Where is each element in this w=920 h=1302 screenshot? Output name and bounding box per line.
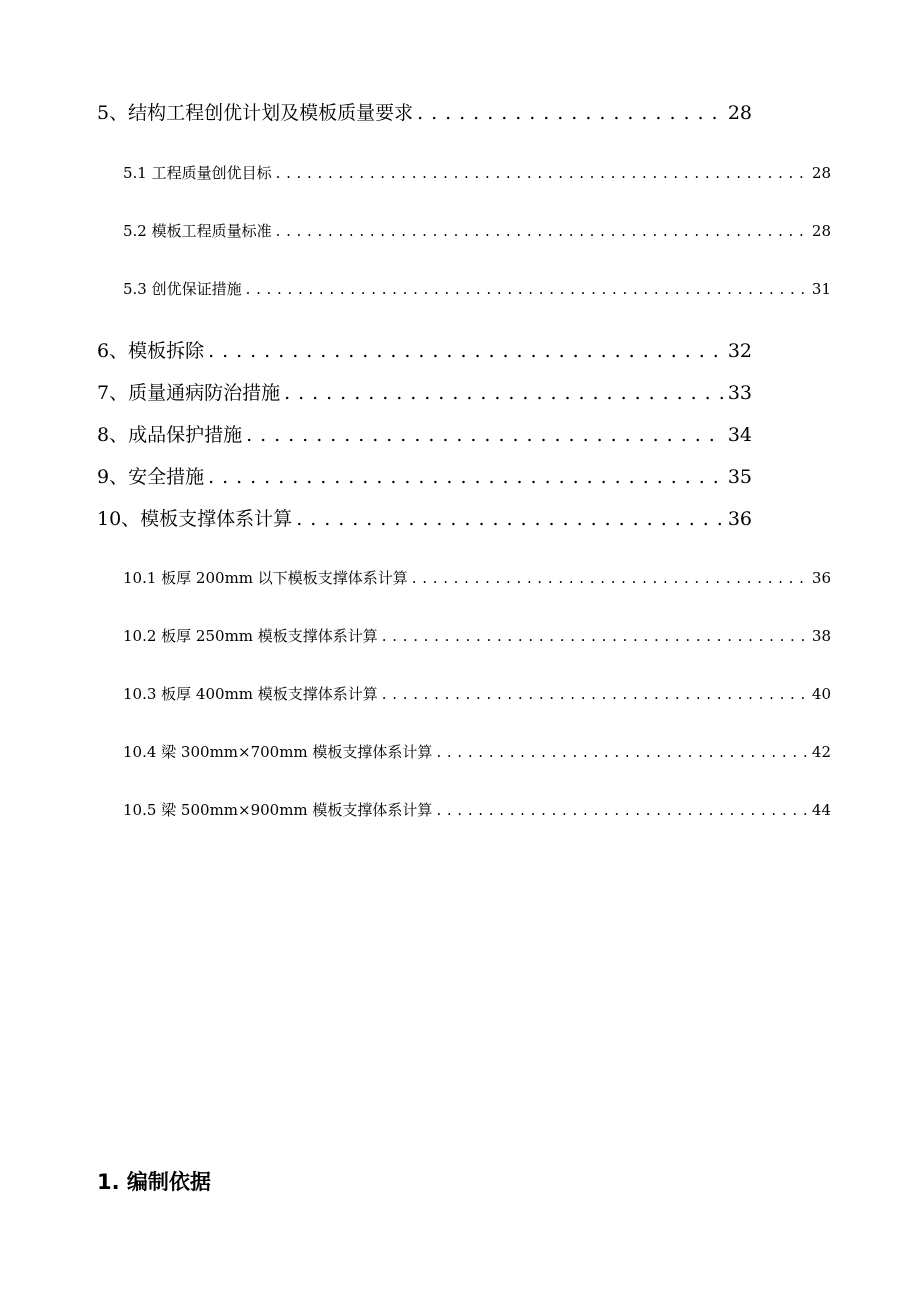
section-heading: 1. 编制依据 (97, 1170, 211, 1194)
toc-entry[interactable] (123, 162, 831, 183)
toc-entry-title: 10、模板支撑体系计算 (97, 508, 293, 530)
toc-entry-page: 42 (811, 743, 831, 761)
toc-entry[interactable] (123, 799, 831, 820)
toc-entry-page: 28 (811, 222, 831, 240)
toc-entry-title: 10.4 梁 300mm×700mm 模板支撑体系计算 (123, 743, 433, 761)
toc-entry-title: 7、质量通病防治措施 (97, 382, 281, 404)
toc-entry[interactable] (123, 220, 831, 241)
toc-entry-page: 35 (727, 466, 752, 488)
toc-entry-title: 10.3 板厚 400mm 模板支撑体系计算 (123, 685, 378, 703)
toc-entry[interactable] (123, 683, 831, 704)
toc-entry-page: 34 (727, 424, 752, 446)
toc-leader-dots (296, 508, 724, 530)
toc-entry-page: 32 (727, 340, 752, 362)
toc-leader-dots (208, 340, 724, 362)
toc-leader-dots (382, 627, 808, 645)
toc-entry-page: 38 (811, 627, 831, 645)
toc-entry[interactable] (97, 462, 752, 489)
toc-leader-dots (208, 466, 724, 488)
toc-leader-dots (284, 382, 724, 404)
toc-leader-dots (436, 743, 807, 761)
toc-leader-dots (246, 280, 808, 298)
toc-leader-dots (417, 102, 724, 124)
toc-leader-dots (276, 222, 808, 240)
toc-entry-title: 5.1 工程质量创优目标 (123, 164, 272, 182)
toc-entry-title: 5.2 模板工程质量标准 (123, 222, 272, 240)
toc-leader-dots (436, 801, 807, 819)
toc-leader-dots (412, 569, 808, 587)
toc-entry[interactable] (123, 625, 831, 646)
toc-entry-page: 36 (727, 508, 752, 530)
toc-entry-page: 36 (811, 569, 831, 587)
toc-entry[interactable] (123, 741, 831, 762)
toc-entry-page: 31 (811, 280, 831, 298)
toc-entry[interactable] (123, 278, 831, 299)
toc-entry-page: 28 (811, 164, 831, 182)
toc-entry-title: 9、安全措施 (97, 466, 205, 488)
toc-entry-title: 6、模板拆除 (97, 340, 205, 362)
toc-entry-title: 10.5 梁 500mm×900mm 模板支撑体系计算 (123, 801, 433, 819)
toc-entry-title: 10.1 板厚 200mm 以下模板支撑体系计算 (123, 569, 408, 587)
toc-leader-dots (276, 164, 808, 182)
toc-entry-page: 40 (811, 685, 831, 703)
toc-entry-page: 44 (811, 801, 831, 819)
toc-entry-page: 28 (727, 102, 752, 124)
toc-entry[interactable] (97, 336, 752, 363)
toc-entry-title: 8、成品保护措施 (97, 424, 243, 446)
toc-entry-title: 10.2 板厚 250mm 模板支撑体系计算 (123, 627, 378, 645)
toc-entry-title: 5.3 创优保证措施 (123, 280, 242, 298)
toc-entry[interactable] (97, 378, 752, 405)
toc-entry[interactable] (97, 98, 752, 125)
toc-entry-page: 33 (727, 382, 752, 404)
toc-leader-dots (246, 424, 724, 446)
toc-entry[interactable] (123, 567, 831, 588)
toc-leader-dots (382, 685, 808, 703)
toc-entry[interactable] (97, 420, 752, 447)
toc-entry-title: 5、结构工程创优计划及模板质量要求 (97, 102, 414, 124)
toc-entry[interactable] (97, 504, 752, 531)
